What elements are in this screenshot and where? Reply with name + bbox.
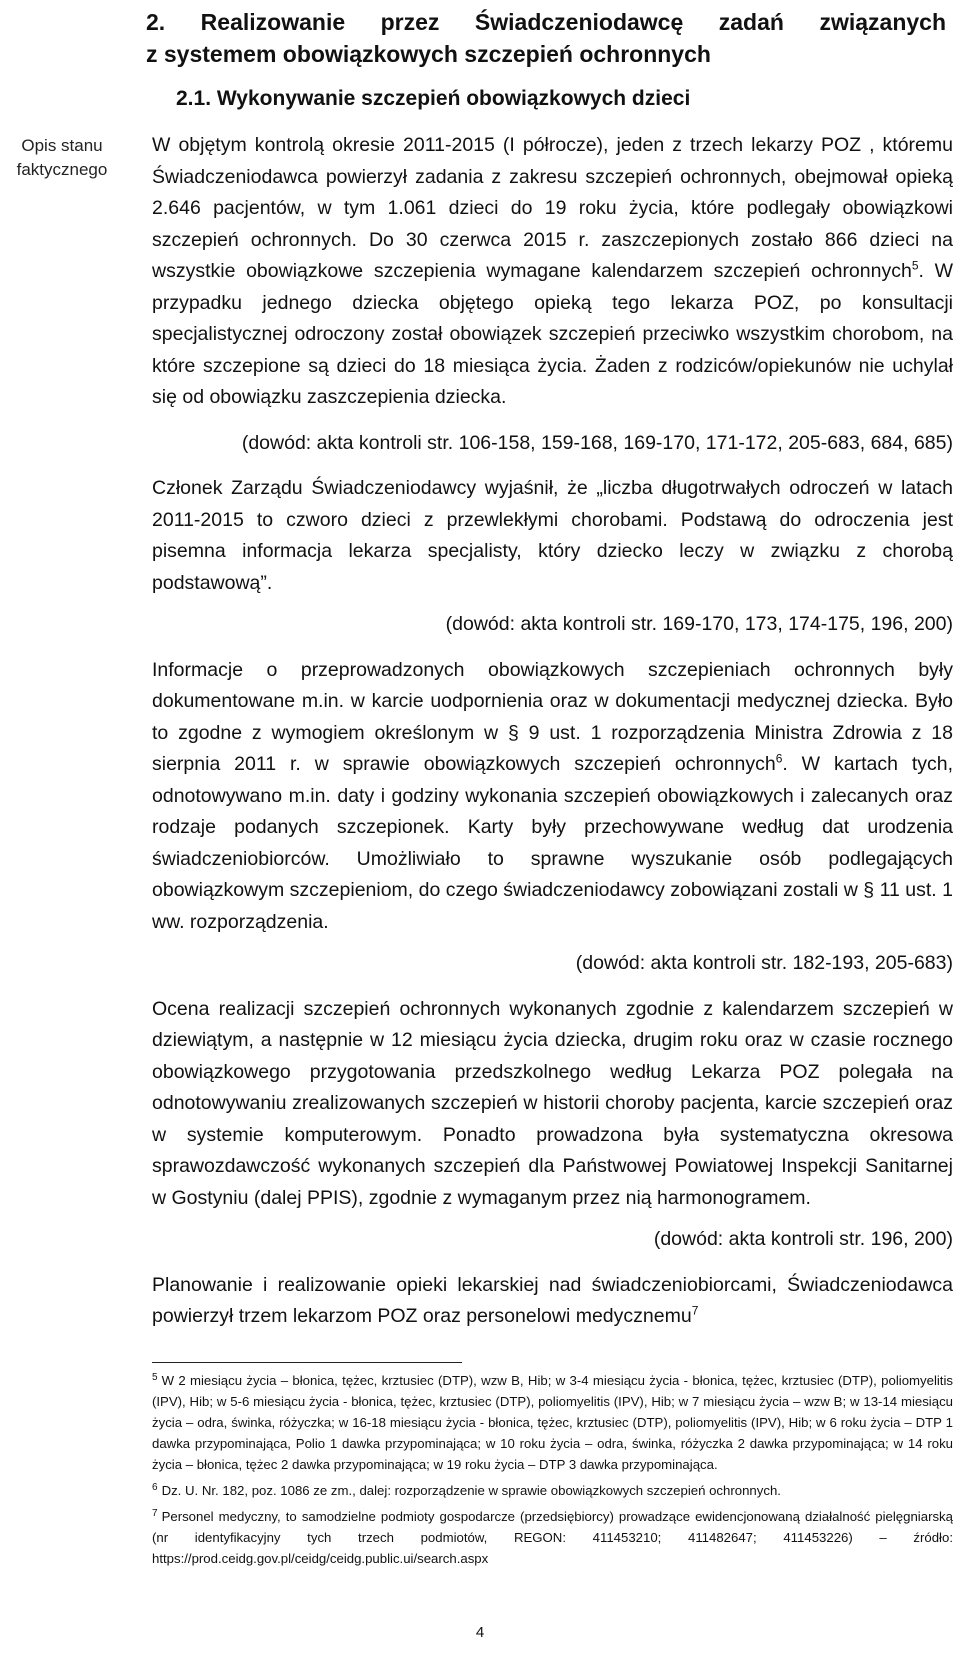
footnote-text: Dz. U. Nr. 182, poz. 1086 ze zm., dalej: rozporządzenie w sprawie obowiązkowych szczepień ochronnych. bbox=[161, 1483, 781, 1498]
footnote-ref-5: 5 bbox=[911, 258, 919, 273]
footnote-number: 6 bbox=[152, 1481, 158, 1493]
footnotes bbox=[152, 1370, 953, 1574]
footnote-text: Personel medyczny, to samodzielne podmioty gospodarcze (przedsiębiorcy) prowadzące ewidencjonowaną działalność pielęgniarską (nr identyfikacyjny tych trzech podmiotów, REGON: 411453210; 411482647; 411453226) – źródło: https://prod.ceidg.gov.pl/ceidg/ceidg.public.ui/search.aspx bbox=[152, 1509, 953, 1566]
subsection-heading: 2.1. Wykonywanie szczepień obowiązkowych dzieci bbox=[176, 87, 691, 110]
side-label-line-1: Opis stanu bbox=[21, 136, 103, 155]
section-heading bbox=[146, 6, 946, 70]
evidence-2: (dowód: akta kontroli str. 169-170, 173, 174-175, 196, 200) bbox=[445, 613, 953, 635]
paragraph-5 bbox=[152, 1270, 953, 1333]
page-number: 4 bbox=[475, 1624, 485, 1641]
evidence-3: (dowód: akta kontroli str. 182-193, 205-683) bbox=[575, 952, 953, 974]
paragraph-3-part-a: Informacje o przeprowadzonych obowiązkowych szczepieniach ochronnych były dokumentowane m.in. w karcie uodpornienia oraz w dokumentacji medycznej dziecka. Było to zgodne z wymogiem określonym w § 9 ust. 1 rozporządzenia Ministra Zdrowia z 18 sierpnia 2011 r. w sprawie obowiązkowych szczepień ochronnych bbox=[152, 658, 953, 775]
paragraph-3 bbox=[152, 655, 953, 939]
paragraph-3-part-b: . W kartach tych, odnotowywano m.in. daty i godziny wykonania szczepień obowiązkowych i zalecanych oraz rodzaje podanych szczepionek. Karty były przechowywane według dat urodzenia świadczeniobiorców. Umożliwiało to sprawne wyszukanie osób podlegających obowiązkowym szczepieniom, do czego świadczeniodawcy zobowiązani zostali w § 11 ust. 1 ww. rozporządzenia. bbox=[152, 753, 954, 933]
footnote-number: 5 bbox=[152, 1371, 158, 1383]
footnote-5 bbox=[152, 1370, 953, 1475]
footnote-text: W 2 miesiącu życia – błonica, tężec, krztusiec (DTP), wzw B, Hib; w 3-4 miesiącu życia - błonica, tężec, krztusiec (DTP), poliomyelitis (IPV), Hib; w 5-6 miesiącu życia - błonica, tężec, krztusiec (DTP), poliomyelitis (IPV), Hib; w 7 miesiącu życia – wzw B; w 13-14 miesiącu życia – odra, świnka, różyczka; w 16-18 miesiącu życia - błonica, tężec, krztusiec (DTP), poliomyelitis (IPV), Hib; w 6 roku życia – DTP 1 dawka przypominająca, Polio 1 dawka przypominająca; w 10 roku życia – odra, świnka, różyczka 2 dawka przypominająca; w 14 roku życia – błonica, tężec 2 dawka przypominająca; w 19 roku życia – DTP 3 dawka przypominająca. bbox=[152, 1373, 953, 1472]
paragraph-5-part-a: Planowanie i realizowanie opieki lekarskiej nad świadczeniobiorcami, Świadczeniodawca powierzył trzem lekarzom POZ oraz personelowi medycznemu bbox=[152, 1273, 953, 1327]
footnote-separator bbox=[152, 1362, 462, 1363]
section-heading-line-1: 2. Realizowanie przez Świadczeniodawcę zadań związanych bbox=[146, 9, 946, 35]
paragraph-1-part-b: . W przypadku jednego dziecka objętego opieką tego lekarza POZ, po konsultacji specjalistycznej odroczony został obowiązek szczepień przeciwko wszystkim chorobom, na które szczepione są dzieci do 18 miesiąca życia. Żaden z rodziców/opiekunów nie uchylał się od obowiązku zaszczepienia dziecka. bbox=[152, 260, 953, 408]
footnote-7 bbox=[152, 1506, 953, 1569]
paragraph-1-part-a: W objętym kontrolą okresie 2011-2015 (I półrocze), jeden z trzech lekarzy POZ , któremu Świadczeniodawca powierzył zadania z zakresu szczepień ochronnych, obejmował opieką 2.646 pacjentów, w tym 1.061 dzieci do 19 roku życia, które podlegały obowiązkowi szczepień ochronnych. Do 30 czerwca 2015 r. zaszczepionych zostało 866 dzieci na wszystkie obowiązkowe szczepienia wymagane kalendarzem szczepień ochronnych bbox=[152, 134, 953, 282]
paragraph-4: Ocena realizacji szczepień ochronnych wykonanych zgodnie z kalendarzem szczepień w dziewiątym, a następnie w 12 miesiącu życia dziecka, drugim roku oraz w czasie rocznego obowiązkowego przygotowania przedszkolnego według Lekarza POZ polegała na odnotowywaniu zrealizowanych szczepień w historii choroby pacjenta, karcie szczepień oraz w systemie komputerowym. Ponadto prowadzona była systematyczna okresowa sprawozdawczość wykonanych szczepień dla Państwowej Powiatowej Inspekcji Sanitarnej w Gostyniu (dalej PPIS), zgodnie z wymaganym przez nią harmonogramem. bbox=[152, 997, 953, 1209]
side-label bbox=[6, 134, 118, 182]
footnote-ref-6: 6 bbox=[775, 751, 783, 766]
body-text bbox=[152, 130, 953, 1333]
paragraph-2: Członek Zarządu Świadczeniodawcy wyjaśnił, że „liczba długotrwałych odroczeń w latach 2011-2015 to czworo dzieci z przewlekłymi chorobami. Podstawą do odroczenia jest pisemna informacja lekarza specjalisty, który dziecko leczy w związku z chorobą podstawową”. bbox=[152, 477, 953, 594]
evidence-4: (dowód: akta kontroli str. 196, 200) bbox=[653, 1228, 953, 1250]
footnote-number: 7 bbox=[152, 1507, 158, 1519]
side-label-line-2: faktycznego bbox=[16, 160, 108, 179]
section-heading-line-2: z systemem obowiązkowych szczepień ochronnych bbox=[146, 41, 711, 67]
footnote-ref-7: 7 bbox=[691, 1303, 699, 1318]
evidence-1: (dowód: akta kontroli str. 106-158, 159-168, 169-170, 171-172, 205-683, 684, 685) bbox=[241, 431, 953, 454]
footnote-6 bbox=[152, 1480, 953, 1501]
paragraph-1 bbox=[152, 130, 953, 414]
